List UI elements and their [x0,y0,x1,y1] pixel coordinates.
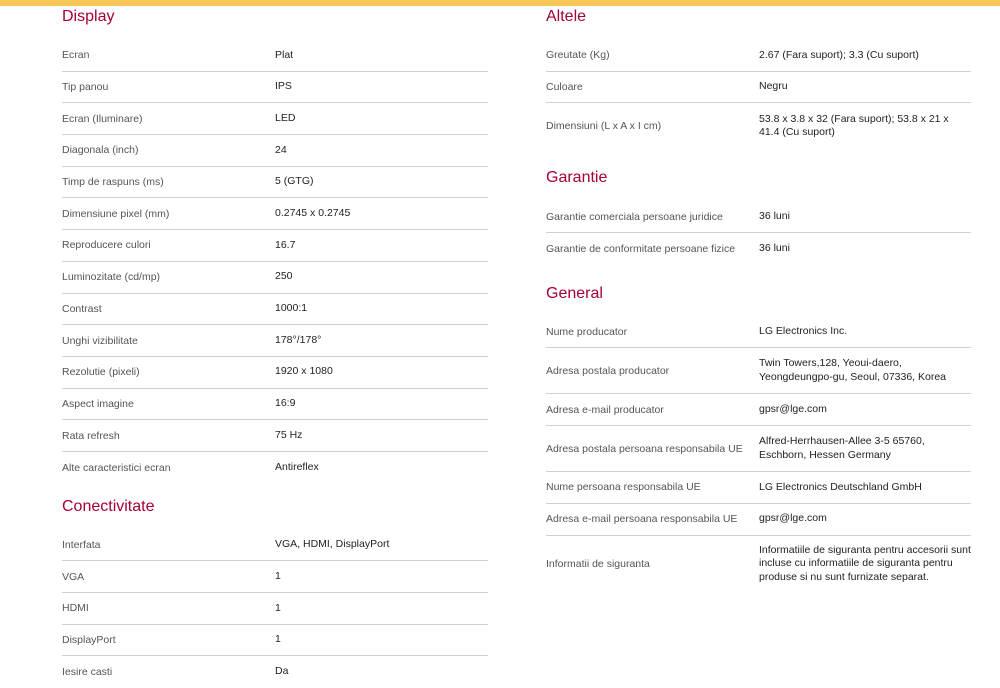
spec-row [62,167,488,199]
spec-value: 1000:1 [275,302,308,315]
spec-rows-conectivitate [62,530,488,688]
spec-label: Iesire casti [62,666,113,679]
spec-label: Nume producator [546,326,628,339]
spec-value: 75 Hz [275,428,303,441]
spec-value: Alfred-Herrhausen-Allee 3-5 65760, Eschborn, Hessen Germany [759,435,925,461]
spec-value: 24 [275,143,287,156]
spec-value: 1 [275,601,281,614]
section-conectivitate [62,496,488,688]
spec-row [546,40,971,72]
spec-value: 36 luni [759,209,790,222]
section-general [546,283,971,593]
spec-value: IPS [275,80,292,93]
spec-row [62,325,488,357]
specs-column-left [62,6,488,688]
spec-label: Luminozitate (cd/mp) [62,271,161,284]
spec-value: VGA, HDMI, DisplayPort [275,538,390,551]
spec-label: Reproducere culori [62,239,151,252]
spec-row [546,394,971,426]
spec-row [62,420,488,452]
section-title-conectivitate: Conectivitate [62,497,155,515]
spec-row [546,426,971,472]
spec-value: gpsr@lge.com [759,403,827,416]
spec-label: Interfata [62,538,101,551]
spec-row [546,233,971,265]
spec-value: 5 (GTG) [275,175,314,188]
spec-label: Greutate (Kg) [546,49,610,62]
spec-row [62,294,488,326]
spec-label: Garantie de conformitate persoane fizice [546,242,736,255]
spec-row [62,72,488,104]
spec-label: Culoare [546,81,583,94]
spec-label: Timp de raspuns (ms) [62,176,164,189]
spec-label: Adresa postala producator [546,364,670,377]
spec-label: Ecran [62,49,90,62]
spec-value: gpsr@lge.com [759,512,827,525]
spec-row [546,504,971,536]
spec-row [62,357,488,389]
spec-row [546,536,971,593]
spec-label: Garantie comerciala persoane juridice [546,210,723,223]
spec-label: Dimensiuni (L x A x I cm) [546,120,662,133]
spec-rows-general [546,317,971,593]
spec-row [62,389,488,421]
spec-label: DisplayPort [62,634,116,647]
section-display [62,6,488,484]
section-title-general: General [546,284,603,302]
spec-value: Informatiile de siguranta pentru accesorii sunt incluse cu informatiile de siguranta pentru produse si nu sunt furnizate separat. [759,543,971,583]
spec-row [62,561,488,593]
spec-value: 16:9 [275,397,296,410]
spec-row [546,201,971,233]
spec-value: 1 [275,569,281,582]
spec-value: Plat [275,48,294,61]
spec-row [62,452,488,484]
spec-value: Antireflex [275,461,319,474]
spec-value: LG Electronics Deutschland GmbH [759,480,922,493]
spec-label: Ecran (Iluminare) [62,112,143,125]
spec-value: 1 [275,633,281,646]
spec-label: Unghi vizibilitate [62,334,138,347]
spec-value: Negru [759,80,788,93]
spec-label: Adresa e-mail producator [546,403,664,416]
spec-label: Tip panou [62,81,109,94]
spec-label: Dimensiune pixel (mm) [62,207,170,220]
section-garantie [546,167,971,264]
spec-label: VGA [62,570,85,583]
spec-label: Rezolutie (pixeli) [62,366,140,379]
spec-rows-display [62,40,488,484]
spec-value: 16.7 [275,238,296,251]
spec-value: 178°/178° [275,333,322,346]
spec-label: Rata refresh [62,429,120,442]
spec-value: Twin Towers,128, Yeoui-daero, Yeongdeungpo-gu, Seoul, 07336, Korea [759,357,947,383]
spec-label: Informatii de siguranta [546,558,650,570]
section-title-display: Display [62,8,115,25]
spec-label: Diagonala (inch) [62,144,139,157]
spec-row [62,230,488,262]
spec-row [62,40,488,72]
spec-rows-garantie [546,201,971,264]
spec-value: LG Electronics Inc. [759,325,848,338]
spec-value: 0.2745 x 0.2745 [275,207,351,220]
spec-label: HDMI [62,602,89,615]
spec-label: Adresa postala persoana responsabila UE [546,442,743,455]
spec-row [62,103,488,135]
spec-value: 2.67 (Fara suport); 3.3 (Cu suport) [759,48,919,61]
spec-label: Nume persoana responsabila UE [546,481,701,494]
section-title-altele: Altele [546,8,587,25]
spec-label: Aspect imagine [62,397,134,410]
spec-value: 250 [275,270,293,283]
spec-row [62,656,488,688]
spec-value: LED [275,111,296,124]
spec-row [546,72,971,104]
spec-label: Alte caracteristici ecran [62,461,171,474]
spec-row [62,625,488,657]
spec-label: Adresa e-mail persoana responsabila UE [546,513,738,526]
spec-label: Contrast [62,302,102,315]
spec-row [62,530,488,562]
spec-row [546,348,971,394]
spec-row [62,198,488,230]
spec-row [546,317,971,349]
specs-column-right [546,6,971,593]
spec-rows-altele [546,40,971,149]
section-title-garantie: Garantie [546,169,608,187]
spec-value: 36 luni [759,242,790,255]
section-altele [546,6,971,149]
spec-row [62,262,488,294]
spec-row [62,593,488,625]
spec-value: 53.8 x 3.8 x 32 (Fara suport); 53.8 x 21 x 41.4 (Cu suport) [759,112,949,139]
spec-row [546,472,971,504]
spec-value: Da [275,665,289,678]
spec-value: 1920 x 1080 [275,365,333,378]
spec-row [62,135,488,167]
spec-row [546,103,971,149]
